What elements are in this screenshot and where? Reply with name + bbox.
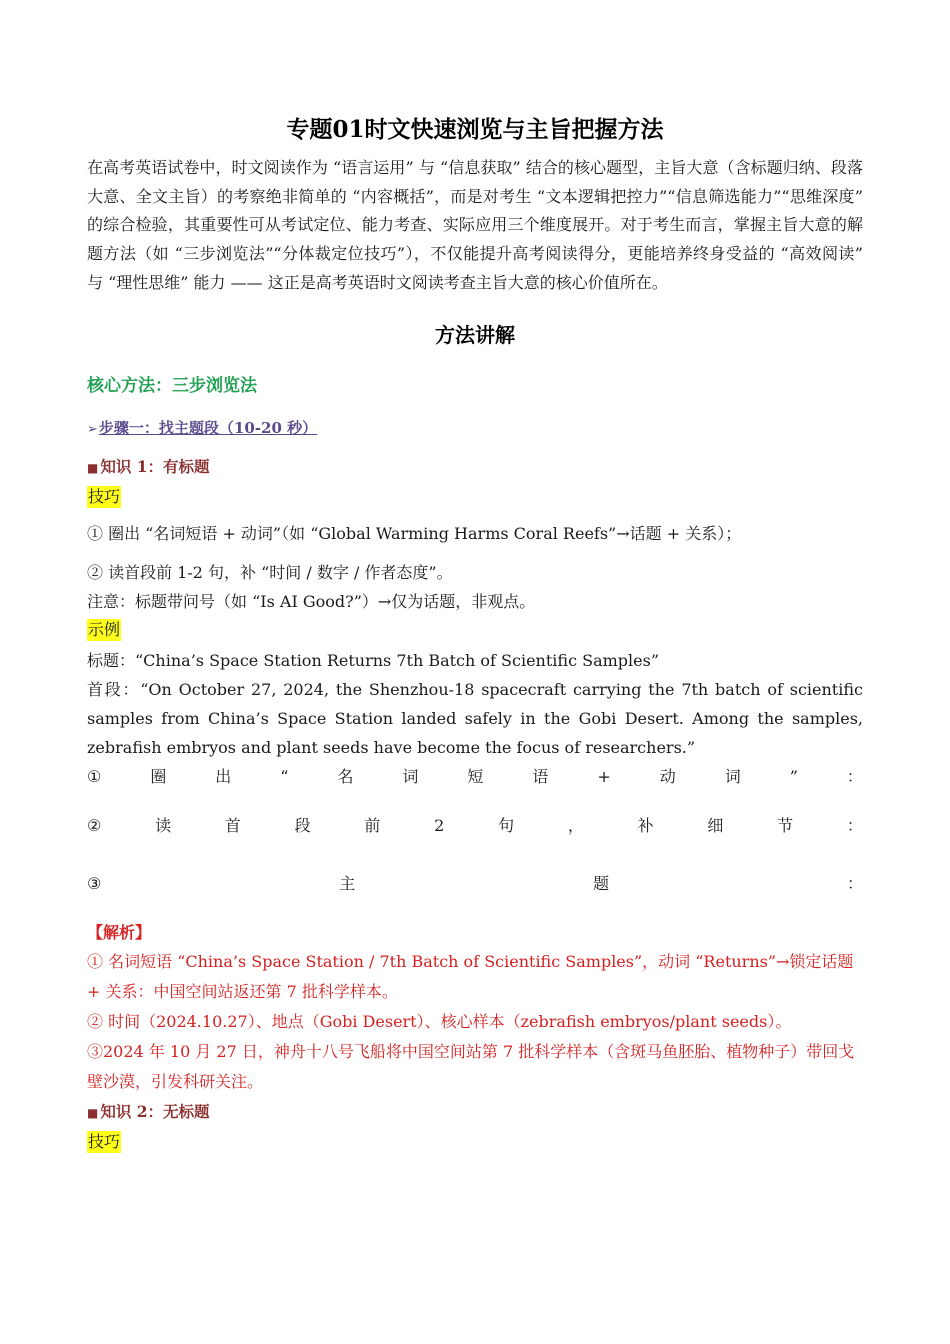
fill-char: “ bbox=[280, 766, 289, 786]
analysis-line-1: ① 名词短语 “China’s Space Station / 7th Batch of Scientific Samples”，动词 “Returns”→锁定话题 + 关系：中国空间站返还第 7 批科学样本。 bbox=[87, 951, 854, 1001]
fill-char: 出 bbox=[215, 766, 232, 786]
analysis-heading: 【解析】 bbox=[87, 922, 152, 942]
fill-char: 首 bbox=[224, 815, 241, 835]
intro-paragraph: 在高考英语试卷中，时文阅读作为 “语言运用” 与 “信息获取” 结合的核心题型，主旨大意（含标题归纳、段落大意、全文主旨）的考察绝非简单的 “内容概括”，而是对考生 “文本逻辑把控力”“信息筛选能力”“思维深度” 的综合检验，其重要性可从考试定位、能力考查、实际应用三个维度展开。对于考生而言，掌握主旨大意的解题方法（如 “三步浏览法”“分体裁定位技巧”），不仅能提升高考阅读得分，更能培养终身受益的 “高效阅读” 与 “理性思维” 能力 —— 这正是高考英语时文阅读考查主旨大意的核心价值所在。 bbox=[87, 158, 863, 292]
step-heading bbox=[87, 416, 863, 442]
tip-label-wrap bbox=[87, 485, 863, 509]
analysis-line-3: ③2024 年 10 月 27 日，神舟十八号飞船将中国空间站第 7 批科学样本（含斑马鱼胚胎、植物种子）带回戈壁沙漠，引发科研关注。 bbox=[87, 1041, 855, 1091]
square-bullet-icon: ■ bbox=[87, 460, 99, 475]
fill-char: 句 bbox=[498, 815, 515, 835]
fill-char: ： bbox=[846, 766, 863, 786]
fill-char: 细 bbox=[707, 815, 724, 835]
fill-char: 段 bbox=[294, 815, 311, 835]
method-title: 核心方法：三步浏览法 bbox=[87, 375, 257, 396]
fill-char: 节 bbox=[777, 815, 794, 835]
fill-char: + bbox=[597, 766, 611, 786]
fill-char: ” bbox=[789, 766, 798, 786]
fill-row-1 bbox=[87, 762, 863, 791]
fill-char: 读 bbox=[155, 815, 172, 835]
fill-char: ： bbox=[846, 815, 863, 835]
example-label: 示例 bbox=[88, 619, 121, 639]
fill-row-3 bbox=[87, 869, 863, 898]
fill-char: 前 bbox=[364, 815, 381, 835]
example-label-wrap bbox=[87, 618, 863, 642]
tip-label-wrap-2 bbox=[87, 1130, 863, 1154]
analysis-line-2: ② 时间（2024.10.27）、地点（Gobi Desert）、核心样本（zebrafish embryos/plant seeds）。 bbox=[87, 1011, 792, 1031]
document-content bbox=[87, 112, 863, 1154]
fill-char: 动 bbox=[659, 766, 676, 786]
example-title: 标题：“China’s Space Station Returns 7th Batch of Scientific Samples” bbox=[87, 650, 660, 670]
fill-char: 题 bbox=[593, 873, 610, 893]
fill-char: 2 bbox=[434, 815, 445, 835]
fill-char: 词 bbox=[402, 766, 419, 786]
document-title: 专题01时文快速浏览与主旨把握方法 bbox=[286, 116, 664, 143]
knowledge-heading-1 bbox=[87, 454, 863, 481]
tip-line-2: ② 读首段前 1-2 句，补 “时间 / 数字 / 作者态度”。 bbox=[87, 562, 453, 582]
arrow-bullet-icon: ➢ bbox=[87, 421, 98, 437]
section-title: 方法讲解 bbox=[435, 322, 515, 347]
note-line: 注意：标题带问号（如 “Is AI Good?”）→仅为话题，非观点。 bbox=[87, 591, 536, 611]
fill-char: ， bbox=[567, 815, 584, 835]
step-title: 步骤一：找主题段（10-20 秒） bbox=[98, 418, 318, 437]
knowledge-heading-2 bbox=[87, 1099, 863, 1126]
knowledge-label: 知识 2：无标题 bbox=[100, 1101, 210, 1121]
fill-char: ③ bbox=[87, 873, 102, 893]
fill-char: 名 bbox=[337, 766, 354, 786]
tip-line-1: ① 圈出 “名词短语 + 动词”（如 “Global Warming Harms Coral Reefs”→话题 + 关系）； bbox=[87, 523, 742, 543]
tip-label: 技巧 bbox=[88, 486, 121, 506]
fill-row-2 bbox=[87, 811, 863, 840]
fill-char: 短 bbox=[467, 766, 484, 786]
fill-char: 补 bbox=[637, 815, 654, 835]
fill-char: 词 bbox=[724, 766, 741, 786]
fill-char: ： bbox=[846, 873, 863, 893]
fill-char: ② bbox=[87, 815, 102, 835]
fill-char: ① bbox=[87, 766, 102, 786]
fill-char: 语 bbox=[532, 766, 549, 786]
fill-char: 主 bbox=[339, 873, 356, 893]
knowledge-label: 知识 1：有标题 bbox=[100, 456, 210, 476]
tip-label: 技巧 bbox=[88, 1131, 121, 1151]
square-bullet-icon: ■ bbox=[87, 1105, 99, 1120]
example-paragraph: 首段：“On October 27, 2024, the Shenzhou-18 spacecraft carrying the 7th batch of scientific samples from China’s Space Station landed safely in the Gobi Desert. Among the samples, zebrafish embryos and plant seeds have become the focus of researchers.” bbox=[87, 679, 863, 757]
fill-char: 圈 bbox=[150, 766, 167, 786]
